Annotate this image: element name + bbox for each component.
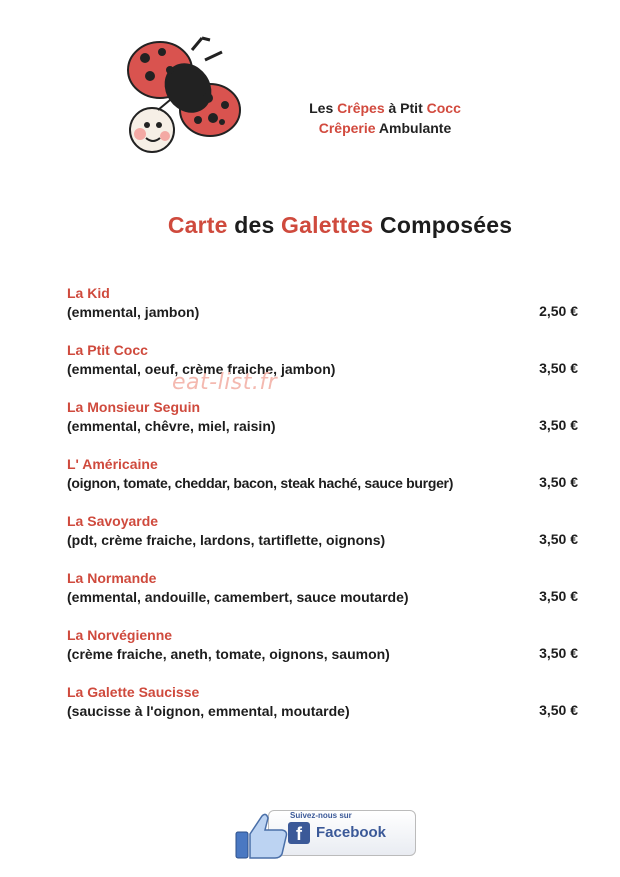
menu-list [67, 284, 582, 740]
menu-item [67, 683, 582, 740]
menu-item [67, 455, 582, 512]
menu-item [67, 569, 582, 626]
menu-item-price: 3,50 € [539, 360, 578, 376]
facebook-badge-label: Facebook [316, 824, 387, 841]
menu-item-description: (emmental, oeuf, crème fraiche, jambon) [67, 361, 336, 377]
menu-item-description: (pdt, crème fraiche, lardons, tartiflette, oignons) [67, 532, 386, 548]
menu-item-description: (saucisse à l'oignon, emmental, moutarde) [67, 703, 350, 719]
menu-item-price: 3,50 € [539, 531, 578, 547]
page-title: Carte des Galettes Composées [167, 212, 513, 238]
menu-item-name: La Monsieur Seguin [67, 399, 201, 415]
menu-item-price: 3,50 € [539, 588, 578, 604]
menu-item-name: La Kid [67, 285, 110, 301]
menu-item [67, 284, 582, 341]
menu-item-description: (crème fraiche, aneth, tomate, oignons, saumon) [67, 646, 390, 662]
menu-item-description: (emmental, andouille, camembert, sauce moutarde) [67, 589, 409, 605]
menu-item [67, 341, 582, 398]
menu-item-name: La Normande [67, 570, 157, 586]
menu-item-price: 3,50 € [539, 702, 578, 718]
menu-item-price: 3,50 € [539, 645, 578, 661]
menu-item-name: La Ptit Cocc [67, 342, 148, 358]
menu-item [67, 512, 582, 569]
menu-item-name: L' Américaine [67, 456, 158, 472]
menu-item-price: 3,50 € [539, 474, 578, 490]
facebook-badge[interactable] [232, 806, 416, 862]
watermark: eat-list.fr [172, 370, 278, 395]
menu-item-description: (emmental, chêvre, miel, raisin) [67, 418, 276, 434]
menu-item-description: (emmental, jambon) [67, 304, 200, 320]
facebook-icon: f [288, 822, 310, 844]
menu-item-name: La Galette Saucisse [67, 684, 200, 700]
menu-item-price: 3,50 € [539, 417, 578, 433]
menu-item-name: La Norvégienne [67, 627, 173, 643]
thumbs-up-icon [232, 806, 292, 862]
brand-line-2: Crêperie Ambulante [318, 120, 452, 136]
ladybug-icon [110, 30, 250, 170]
menu-item [67, 398, 582, 455]
facebook-badge-caption: Suivez-nous sur [290, 811, 352, 820]
brand-name [290, 98, 480, 138]
menu-item-description: (oignon, tomate, cheddar, bacon, steak haché, sauce burger) [67, 475, 454, 491]
menu-item [67, 626, 582, 683]
menu-item-price: 2,50 € [539, 303, 578, 319]
menu-item-name: La Savoyarde [67, 513, 159, 529]
brand-line-1: Les Crêpes à Ptit Cocc [309, 100, 461, 116]
